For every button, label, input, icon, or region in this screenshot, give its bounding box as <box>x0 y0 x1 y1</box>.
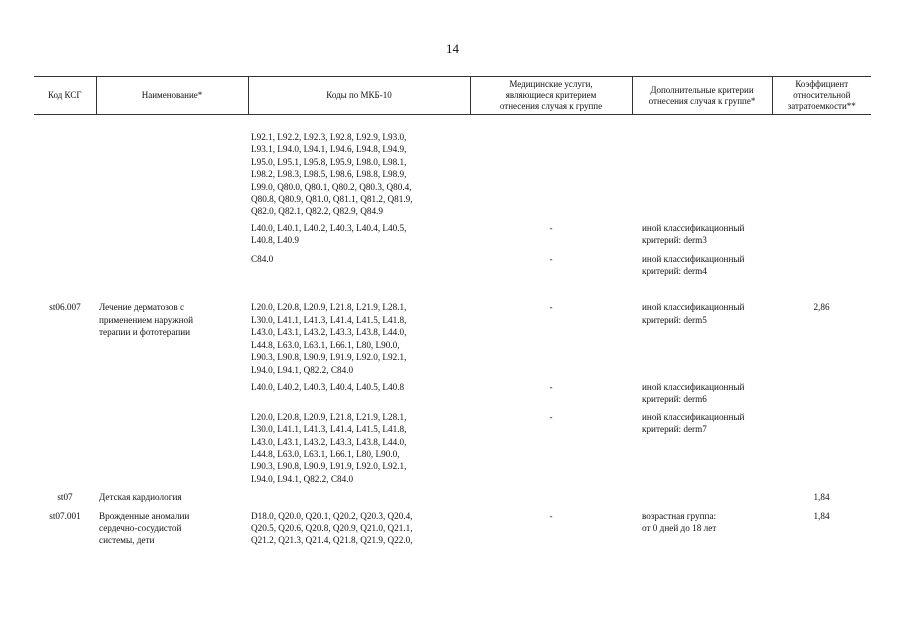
table-row <box>34 301 871 375</box>
cell-coef <box>772 131 871 218</box>
cell-services: - <box>549 510 553 521</box>
cell-code <box>34 253 96 278</box>
cell-coef: 2,86 <box>813 302 830 313</box>
header-name: Наименование* <box>96 77 248 115</box>
table-row <box>34 131 871 218</box>
cell-name <box>96 253 248 278</box>
header-code: Код КСГ <box>34 77 96 115</box>
cell-coef: 1,84 <box>813 492 830 503</box>
cell-code: st07.001 <box>49 510 81 521</box>
cell-code <box>34 222 96 247</box>
ksg-table <box>34 76 871 547</box>
table-row <box>34 411 871 485</box>
table-row <box>34 253 871 278</box>
cell-mkb: L20.0, L20.8, L20.9, L21.8, L21.9, L28.1, L30.0, L41.1, L41.3, L41.4, L41.5, L41.8, L43.0, L43.1, L43.2, L43.3, L43.8, L44.0, L44.8, L63.0, L63.1, L66.1, L80, L90.0, L90.3, L90.8, L90.9, L91.9, L92.0, L92.1, L94.0, L94.1, Q82.2, C84.0 <box>251 411 407 484</box>
cell-code <box>34 131 96 218</box>
cell-services: - <box>549 411 553 422</box>
cell-mkb: D18.0, Q20.0, Q20.1, Q20.2, Q20.3, Q20.4, Q20.5, Q20.6, Q20.8, Q20.9, Q21.0, Q21.1, Q21.2, Q21.3, Q21.4, Q21.8, Q21.9, Q22.0, <box>251 510 413 546</box>
header-mkb: Коды по МКБ-10 <box>248 77 470 115</box>
cell-criteria: иной классификационный критерий: derm4 <box>642 253 745 277</box>
cell-criteria <box>632 131 772 218</box>
cell-coef <box>772 222 871 247</box>
cell-criteria <box>632 491 772 503</box>
cell-services <box>470 491 632 503</box>
cell-coef: 1,84 <box>813 510 830 521</box>
cell-mkb: L92.1, L92.2, L92.3, L92.8, L92.9, L93.0, L93.1, L94.0, L94.1, L94.6, L94.8, L94.9, L95.0, L95.1, L95.8, L95.9, L98.0, L98.1, L98.2, L98.3, L98.5, L98.6, L98.8, L98.9, L99.0, Q80.0, Q80.1, Q80.2, Q80.3, Q80.4, Q80.8, Q80.9, Q81.0, Q81.1, Q81.2, Q81.9, Q82.0, Q82.1, Q82.2, Q82.9, Q84.9 <box>251 132 413 217</box>
table-row <box>34 510 871 547</box>
cell-mkb: C84.0 <box>251 253 274 264</box>
cell-code <box>34 411 96 485</box>
cell-name <box>96 381 248 406</box>
header-services: Медицинские услуги, являющиеся критерием отнесения случая к группе <box>470 77 632 115</box>
table-row <box>34 222 871 247</box>
cell-services: - <box>549 302 553 313</box>
cell-mkb: L40.0, L40.1, L40.2, L40.3, L40.4, L40.5, L40.8, L40.9 <box>251 222 407 246</box>
cell-name <box>96 131 248 218</box>
cell-criteria: иной классификационный критерий: derm7 <box>642 411 745 435</box>
header-criteria: Дополнительные критерии отнесения случая к группе* <box>632 77 772 115</box>
table-header-row <box>34 77 871 115</box>
cell-services <box>470 131 632 218</box>
cell-code: st07 <box>57 492 73 503</box>
table-row <box>34 381 871 406</box>
cell-name <box>96 411 248 485</box>
cell-mkb: L20.0, L20.8, L20.9, L21.8, L21.9, L28.1, L30.0, L41.1, L41.3, L41.4, L41.5, L41.8, L43.0, L43.1, L43.2, L43.3, L43.8, L44.0, L44.8, L63.0, L63.1, L66.1, L80, L90.0, L90.3, L90.8, L90.9, L91.9, L92.0, L92.1, L94.0, L94.1, Q82.2, C84.0 <box>251 302 407 375</box>
header-coef: Коэффициент относительной затратоемкости** <box>772 77 871 115</box>
cell-criteria: возрастная группа: от 0 дней до 18 лет <box>642 510 717 533</box>
cell-criteria: иной классификационный критерий: derm6 <box>642 381 745 405</box>
cell-criteria: иной классификационный критерий: derm5 <box>642 302 745 325</box>
cell-mkb: L40.0, L40.2, L40.3, L40.4, L40.5, L40.8 <box>251 381 405 392</box>
cell-name: Лечение дерматозов с применением наружной терапии и фототерапии <box>99 302 194 338</box>
cell-code <box>34 381 96 406</box>
cell-services: - <box>549 381 553 392</box>
cell-mkb <box>248 491 470 503</box>
cell-name <box>96 222 248 247</box>
cell-coef <box>772 253 871 278</box>
table-row <box>34 491 871 503</box>
page-number: 14 <box>446 41 459 56</box>
cell-coef <box>772 381 871 406</box>
cell-coef <box>772 411 871 485</box>
cell-code: st06.007 <box>49 302 81 313</box>
cell-services: - <box>549 222 553 233</box>
cell-name: Врожденные аномалии сердечно-сосудистой системы, дети <box>99 510 190 546</box>
cell-criteria: иной классификационный критерий: derm3 <box>642 222 745 246</box>
cell-services: - <box>549 253 553 264</box>
cell-name: Детская кардиология <box>99 492 182 503</box>
